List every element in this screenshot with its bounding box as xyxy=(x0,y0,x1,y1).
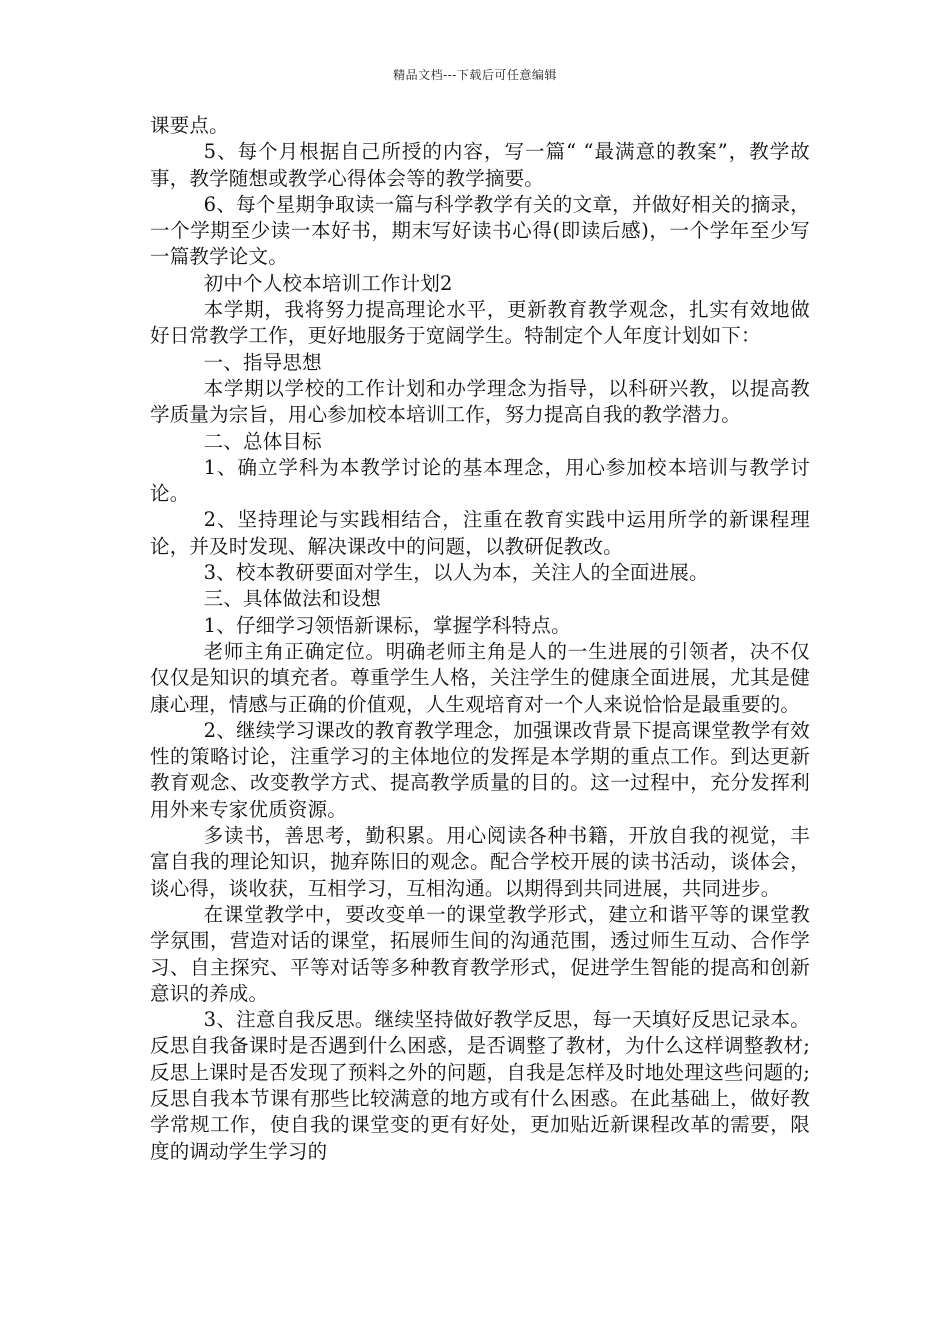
section-title: 初中个人校本培训工作计划2 xyxy=(203,271,453,295)
heading: 一、指导思想 xyxy=(203,350,322,374)
paragraph: 3、校本教研要面对学生，以人为本，关注人的全面进展。 xyxy=(203,561,709,585)
paragraph: 本学期以学校的工作计划和办学理念为指导，以科研兴教，以提高教学质量为宗旨，用心参加校本培训工作，努力提高自我的教学潜力。 xyxy=(150,376,810,427)
paragraph: 多读书，善思考，勤积累。用心阅读各种书籍，开放自我的视觉，丰富自我的理论知识，抛弃陈旧的观念。配合学校开展的读书活动，谈体会，谈心得，谈收获，互相学习，互相沟通。以期得到共同进展，共同进步。 xyxy=(150,824,810,900)
paragraph: 1、确立学科为本教学讨论的基本理念，用心参加校本培训与教学讨论。 xyxy=(150,455,810,506)
paragraph: 2、坚持理论与实践相结合，注重在教育实践中运用所学的新课程理论，并及时发现、解决课改中的问题，以教研促教改。 xyxy=(150,508,810,558)
paragraph: 老师主角正确定位。明确老师主角是人的一生进展的引领者，决不仅仅仅是知识的填充者。尊重学生人格，关注学生的健康全面进展，尤其是健康心理，情感与正确的价值观，人生观培育对一个人来说恰恰是最重要的。 xyxy=(150,639,810,716)
paragraph: 在课堂教学中，要改变单一的课堂教学形式，建立和谐平等的课堂教学氛围，营造对话的课堂，拓展师生间的沟通范围，透过师生互动、合作学习、自主探究、平等对话等多种教育教学形式，促进学生智能的提高和创新意识的养成。 xyxy=(150,902,810,1005)
paragraph: 本学期，我将努力提高理论水平，更新教育教学观念，扎实有效地做好日常教学工作，更好地服务于宽阔学生。特制定个人年度计划如下： xyxy=(150,298,810,348)
heading: 三、具体做法和设想 xyxy=(203,587,381,611)
paragraph: 5、每个月根据自己所授的内容，写一篇“ “最满意的教案”，教学故事，教学随想或教学心得体会等的教学摘要。 xyxy=(150,140,810,190)
document-body xyxy=(150,113,810,1165)
paragraph: 6、每个星期争取读一篇与科学教学有关的文章，并做好相关的摘录，一个学期至少读一本好书，期末写好读书心得(即读后感)，一个学年至少写一篇教学论文。 xyxy=(150,192,810,269)
paragraph: 2、继续学习课改的教育教学理念，加强课改背景下提高课堂教学有效性的策略讨论，注重学习的主体地位的发挥是本学期的重点工作。到达更新教育观念、改变教学方式、提高教学质量的目的。这一过程中，充分发挥利用外来专家优质资源。 xyxy=(150,718,810,821)
heading: 二、总体目标 xyxy=(203,429,322,453)
paragraph: 1、仔细学习领悟新课标，掌握学科特点。 xyxy=(203,613,571,637)
page-header: 精品文档---下载后可任意编辑 xyxy=(393,68,557,82)
paragraph: 3、注意自我反思。继续坚持做好教学反思，每一天填好反思记录本。反思自我备课时是否遇到什么困惑，是否调整了教材，为什么这样调整教材;反思上课时是否发现了预料之外的问题，自我是怎样及时地处理这些问题的;反思自我本节课有那些比较满意的地方或有什么困惑。在此基础上，做好教学常规工作，使自我的课堂变的更有好处，更加贴近新课程改革的需要，限度的调动学生学习的 xyxy=(150,1008,810,1163)
paragraph: 课要点。 xyxy=(150,114,229,137)
